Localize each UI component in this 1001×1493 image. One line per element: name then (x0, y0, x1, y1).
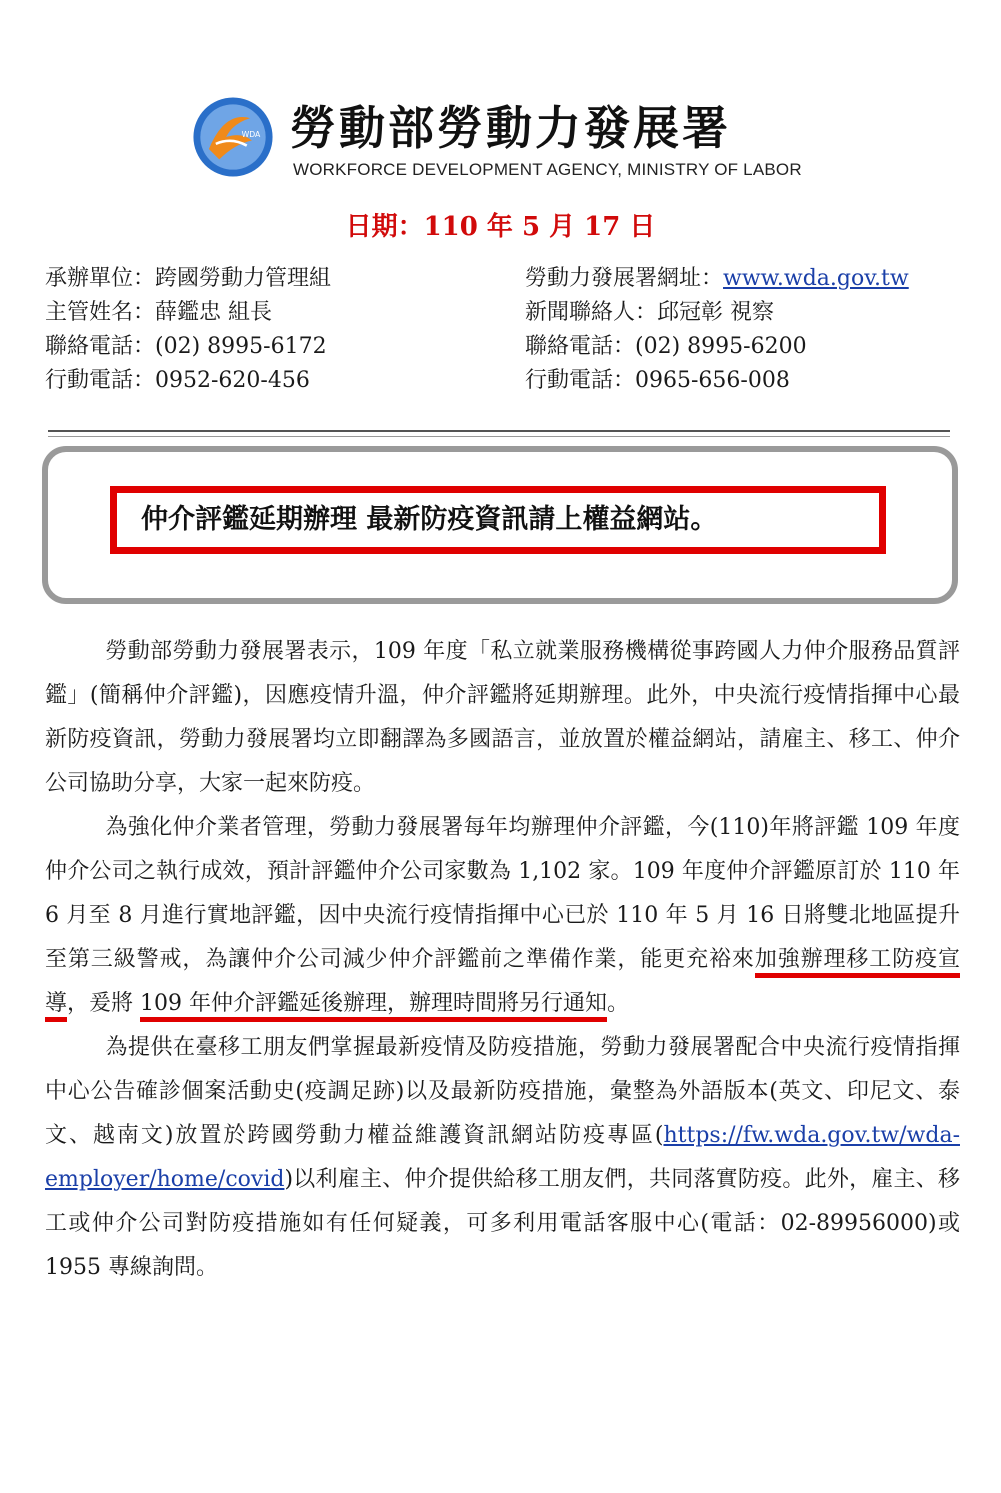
paragraph-2-end: 。 (607, 991, 630, 1016)
website-label: 勞動力發展署網址： (525, 266, 724, 291)
release-date: 日期：110 年 5 月 17 日 (345, 212, 656, 242)
paragraph-3 (45, 1026, 960, 1290)
logo-mark: WDA (241, 130, 261, 139)
agency-logo-icon (190, 94, 276, 180)
contact-phone: 聯絡電話：(02) 8995-6172 (45, 334, 327, 359)
agency-name-zh: 勞動部勞動力發展署 (290, 101, 731, 155)
contact-unit: 承辦單位：跨國勞動力管理組 (45, 266, 332, 291)
contact-mobile: 行動電話：0952-620-456 (45, 368, 310, 393)
agency-header (190, 92, 830, 192)
website-line (525, 262, 909, 296)
paragraph-2-connector: ，爰將 (67, 991, 141, 1016)
paragraph-3-text: 為提供在臺移工朋友們掌握最新疫情及防疫措施，勞動力發展署配合中央流行疫情指揮中心公告確診個案活動史(疫調足跡)以及最新防疫措施，彙整為外語版本(英文、印尼文、泰文、越南文)放置於跨國勞動力權益維護資訊網站防疫專區( (45, 1035, 960, 1148)
paragraph-2-text: 為強化仲介業者管理，勞動力發展署每年均辦理仲介評鑑，今(110)年將評鑑 109 年度仲介公司之執行成效，預計評鑑仲介公司家數為 1,102 家。109 年度仲介評鑑原訂於 110 年 6 月至 8 月進行實地評鑑，因中央流行疫情指揮中心已於 110 年 5 月 16 日將雙北地區提升至第三級警戒，為讓仲介公司減少仲介評鑑前之準備作業，能更充裕來 (45, 815, 960, 972)
paragraph-1 (45, 630, 960, 806)
paragraph-3-text-end: )以利雇主、仲介提供給移工朋友們，共同落實防疫。此外，雇主、移工或仲介公司對防疫措施如有任何疑義，可多利用電話客服中心(電話：02-89956000)或 1955 專線詢問。 (45, 1167, 960, 1280)
highlight-evaluation-postponed: 109 年仲介評鑑延後辦理，辦理時間將另行通知 (140, 991, 607, 1022)
header-divider-thin (48, 436, 950, 437)
press-mobile: 行動電話：0965-656-008 (525, 368, 790, 393)
highlight-epidemic-promotion: 加強辦理移工防疫宣導 (45, 947, 960, 1022)
contact-column-right (525, 262, 909, 398)
paragraph-1-text: 勞動部勞動力發展署表示，109 年度「私立就業服務機構從事跨國人力仲介服務品質評鑑」(簡稱仲介評鑑)，因應疫情升溫，仲介評鑑將延期辦理。此外，中央流行疫情指揮中心最新防疫資訊，勞動力發展署均立即翻譯為多國語言，並放置於權益網站，請雇主、移工、仲介公司協助分享，大家一起來防疫。 (45, 639, 960, 796)
article-body (45, 630, 960, 1290)
paragraph-2 (45, 806, 960, 1026)
website-link[interactable]: www.wda.gov.tw (723, 266, 909, 291)
press-phone: 聯絡電話：(02) 8995-6200 (525, 334, 807, 359)
press-contact: 新聞聯絡人：邱冠彰 視察 (525, 300, 774, 325)
contact-column-left (45, 262, 331, 398)
covid-page-link[interactable]: https://fw.wda.gov.tw/wda-employer/home/covid (45, 1123, 960, 1192)
contact-manager: 主管姓名：薛鑑忠 組長 (45, 300, 272, 325)
agency-name-en: WORKFORCE DEVELOPMENT AGENCY, MINISTRY OF LABOR (293, 160, 802, 179)
contact-info (0, 262, 1001, 402)
headline: 仲介評鑑延期辦理 最新防疫資訊請上權益網站。 (110, 486, 886, 554)
header-divider (48, 430, 950, 432)
